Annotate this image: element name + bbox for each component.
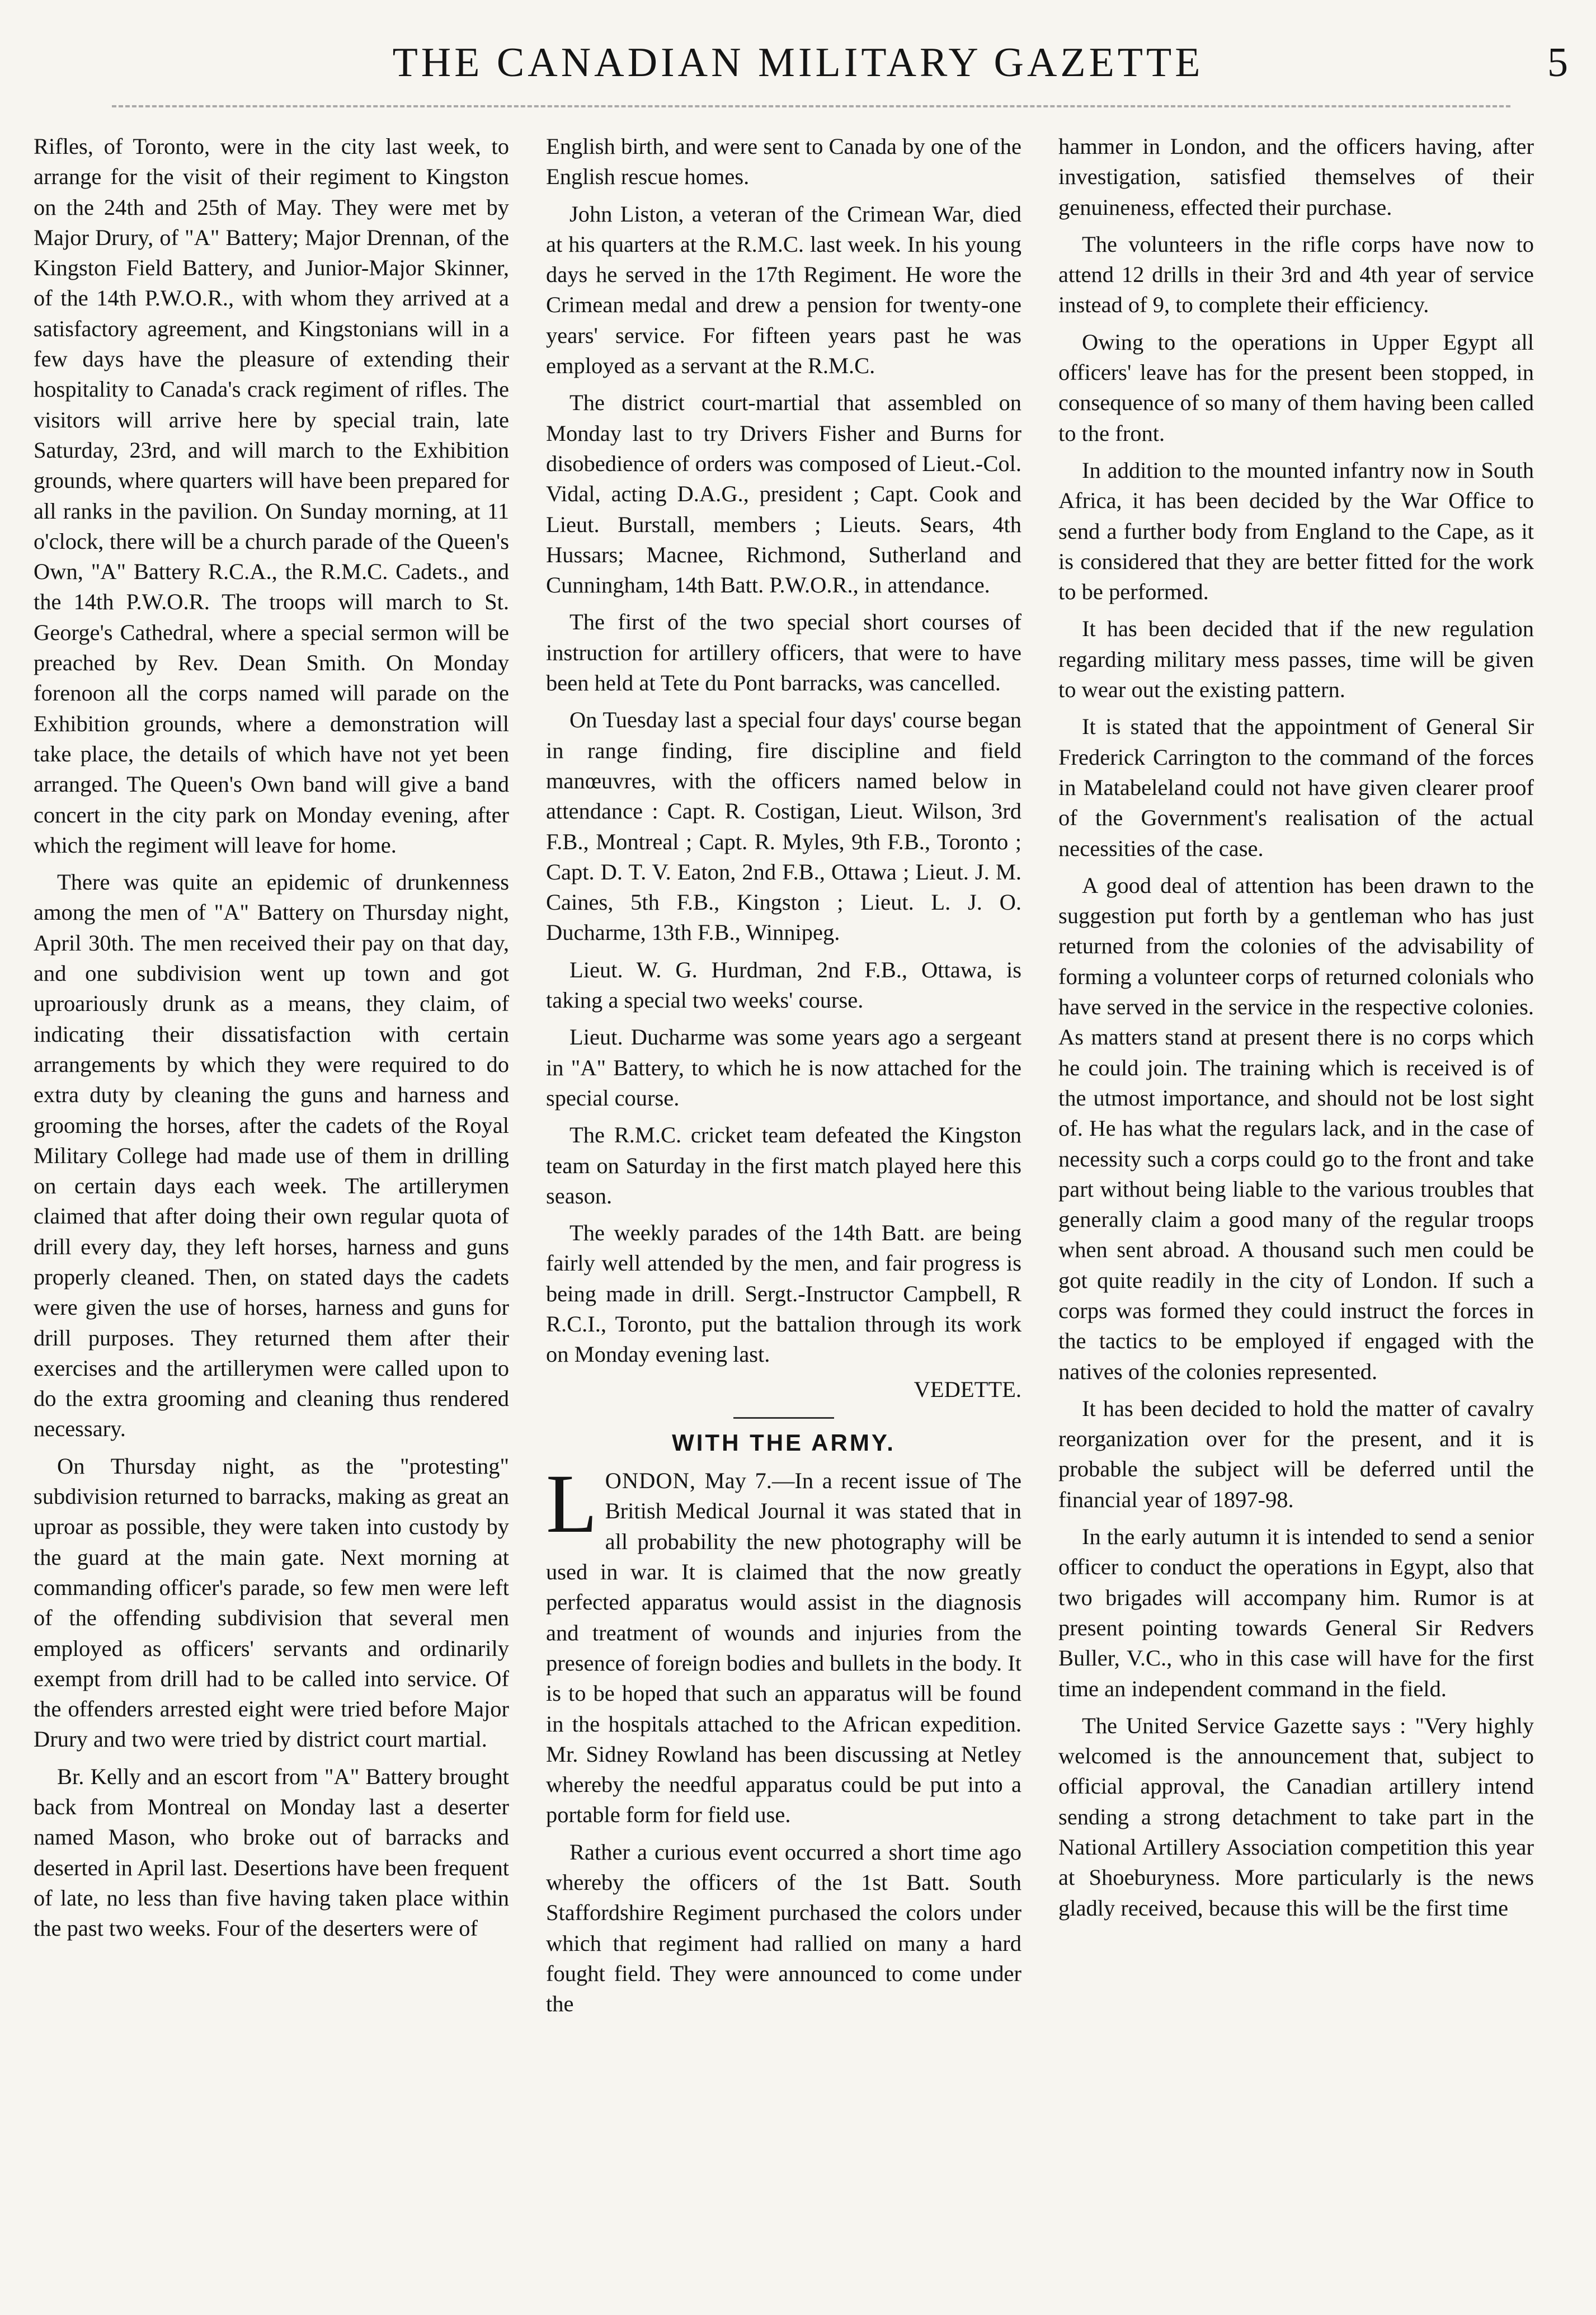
section-heading: WITH THE ARMY. [672, 1429, 896, 1456]
paragraph: Br. Kelly and an escort from "A" Battery brought back from Montreal on Monday last a deserter named Mason, who broke out of barracks and deserted in April last. Desertions have been frequent of late, no less than five having taken place within the past two weeks. Four of the deserters were of [34, 1763, 509, 1941]
column-2 [546, 131, 1021, 2297]
paragraph: A good deal of attention has been drawn to the suggestion put forth by a gentleman who has just returned from the colonies of the advisability of forming a volunteer corps of returned colonials who have served in the service in the respective colonies. As matters stand at present there is no corps which he could join. The training which is received is of the utmost importance, and should not be lost sight of. He has what the regulars lack, and in the case of necessity such a corps could go to the front and take part without being liable to the various troubles that generally claim a good many of the regular troops when sent abroad. A thousand such men could be got quite readily in the city of London. If such a corps was formed they could instruct the forces in the tactics to be employed if engaged with the natives of the colonies represented. [1058, 872, 1534, 1384]
lead-words: ONDON, [605, 1468, 696, 1494]
paragraph: There was quite an epidemic of drunkenness among the men of "A" Battery on Thursday night, April 30th. The men received their pay on that day, and one subdivision went up town and got uproariously drunk as a means, they claim, of indicating their dissatisfaction with certain arrangements by which they were required to do extra duty by cleaning the guns and harness and grooming the horses, after the cadets of the Royal Military College had made use of them in drilling on certain days each week. The artillerymen claimed that after doing their own regular quota of drill every day, they left horses, harness and guns properly cleaned. Then, on stated days the cadets were given the use of horses, harness and guns for drill purposes. They returned them after their exercises and the artillerymen were called upon to do the extra grooming and cleaning thus rendered necessary. [34, 869, 509, 1442]
paragraph: On Thursday night, as the "protesting" subdivision returned to barracks, making as great an uproar as possible, they were taken into custody by the guard at the main gate. Next morning at commanding officer's parade, so few men were left of the offending subdivision that several men employed as officers' servants and ordinarily exempt from drill had to be called into service. Of the offenders arrested eight were tried before Major Drury and two were tried by district court martial. [34, 1453, 509, 1752]
paragraph: Lieut. Ducharme was some years ago a sergeant in "A" Battery, to which he is now attached for the special course. [546, 1024, 1021, 1111]
page-number: 5 [1547, 40, 1568, 86]
paragraph: The weekly parades of the 14th Batt. are being fairly well attended by the men, and fair progress is being made in drill. Sergt.-Instructor Campbell, R R.C.I., Toronto, put the battalion through its work on Monday evening last. [546, 1220, 1021, 1367]
lead-paragraph [546, 1457, 1021, 1831]
paragraph: The R.M.C. cricket team defeated the Kingston team on Saturday in the first match played here this season. [546, 1122, 1021, 1208]
header-rule [112, 105, 1510, 107]
section-divider [733, 1417, 834, 1419]
article-columns [34, 131, 1562, 2297]
masthead-title: THE CANADIAN MILITARY GAZETTE [392, 40, 1204, 86]
paragraph: In addition to the mounted infantry now in South Africa, it has been decided by the War Office to send a further body from England to the Cape, as it is considered that they are better fitted for the work to be performed. [1058, 457, 1534, 605]
paragraph: Rather a curious event occurred a short time ago whereby the officers of the 1st Batt. South Staffordshire Regiment purchased the colors under which that regiment had rallied on many a hard fought field. They were announced to come under the [546, 1839, 1021, 2017]
column-3 [1058, 131, 1534, 2297]
paragraph: It has been decided that if the new regulation regarding military mess passes, time will be given to wear out the existing pattern. [1058, 616, 1534, 703]
paragraph: Lieut. W. G. Hurdman, 2nd F.B., Ottawa, is taking a special two weeks' course. [546, 957, 1021, 1013]
paragraph: It is stated that the appointment of General Sir Frederick Carrington to the command of the forces in Matabeleland could not have given clearer proof of the Government's realisation of the actual necessities of the case. [1058, 714, 1534, 861]
paragraph: The district court-martial that assembled on Monday last to try Drivers Fisher and Burns for disobedience of orders was composed of Lieut.-Col. Vidal, acting D.A.G., president ; Capt. Cook and Lieut. Burstall, members ; Lieuts. Sears, 4th Hussars; Macnee, Richmond, Sutherland and Cunningham, 14th Batt. P.W.O.R., in attendance. [546, 390, 1021, 598]
paragraph: Rifles, of Toronto, were in the city last week, to arrange for the visit of their regiment to Kingston on the 24th and 25th of May. They were met by Major Drury, of "A" Battery; Major Drennan, of the Kingston Field Battery, and Junior-Major Skinner, of the 14th P.W.O.R., with whom they arrived at a satisfactory agreement, and Kingstonians will in a few days have the pleasure of extending their hospitality to Canada's crack regiment of rifles. The visitors will arrive here by special train, late Saturday, 23rd, and will march to the Exhibition grounds, where quarters will have been prepared for all ranks in the pavilion. On Sunday morning, at 11 o'clock, there will be a church parade of the Queen's Own, "A" Battery R.C.A., the R.M.C. Cadets., and the 14th P.W.O.R. The troops will march to St. George's Cathedral, where a special sermon will be preached by Rev. Dean Smith. On Monday forenoon all the corps named will parade on the Exhibition grounds, where a demonstration will take place, the details of which have not yet been arranged. The Queen's Own band will give a band concert in the city park on Monday evening, after which the regiment will leave for home. [34, 134, 509, 858]
page-header [22, 34, 1574, 101]
paragraph: John Liston, a veteran of the Crimean War, died at his quarters at the R.M.C. last week. In his young days he served in the 17th Regiment. He wore the Crimean medal and drew a pension for twenty-one years' service. For fifteen years past he was employed as a servant at the R.M.C. [546, 201, 1021, 379]
drop-cap: L [546, 1457, 597, 1551]
paragraph: The United Service Gazette says : "Very highly welcomed is the announcement that, subject to official approval, the Canadian artillery intend sending a strong detachment to take part in the National Artillery Association competition this year at Shoeburyness. More particularly is the news gladly received, because this will be the first time [1058, 1712, 1534, 1921]
paragraph: Owing to the operations in Upper Egypt all officers' leave has for the present been stopped, in consequence of so many of them having been called to the front. [1058, 329, 1534, 446]
paragraph: In the early autumn it is intended to send a senior officer to conduct the operations in Egypt, also that two brigades will accompany him. Rumor is at present pointing towards General Sir Redvers Buller, V.C., who in this case will have for the first time an independent command in the field. [1058, 1524, 1534, 1701]
lead-paragraph-text: May 7.—In a recent issue of The British Medical Journal it was stated that in all probability the new photography will be used in war. It is claimed that the now greatly perfected apparatus would assist in the diagnosis and treatment of wounds and injuries from the presence of foreign bodies and bullets in the body. It is to be hoped that such an apparatus will be found in the hospitals attached to the African expedition. Mr. Sidney Rowland has been discussing at Netley whereby the needful apparatus could be put into a portable form for field use. [546, 1468, 1021, 1828]
paragraph: English birth, and were sent to Canada by one of the English rescue homes. [546, 134, 1021, 190]
column-1 [34, 131, 509, 2297]
paragraph: On Tuesday last a special four days' course began in range finding, fire discipline and field manœuvres, with the officers named below in attendance : Capt. R. Costigan, Lieut. Wilson, 3rd F.B., Montreal ; Capt. R. Myles, 9th F.B., Toronto ; Capt. D. T. V. Eaton, 2nd F.B., Ottawa ; Lieut. J. M. Caines, 5th F.B., Kingston ; Lieut. L. J. O. Ducharme, 13th F.B., Winnipeg. [546, 707, 1021, 945]
paragraph: hammer in London, and the officers having, after investigation, satisfied themselves of their genuineness, effected their purchase. [1058, 134, 1534, 220]
paragraph: The first of the two special short courses of instruction for artillery officers, that were to have been held at Tete du Pont barracks, was cancelled. [546, 609, 1021, 696]
paragraph: The volunteers in the rifle corps have now to attend 12 drills in their 3rd and 4th year of service instead of 9, to complete their efficiency. [1058, 231, 1534, 318]
paragraph: It has been decided to hold the matter of cavalry reorganization over for the present, and it is probable the subject will be deferred until the financial year of 1897-98. [1058, 1395, 1534, 1512]
author-signature: VEDETTE. [914, 1376, 1021, 1402]
